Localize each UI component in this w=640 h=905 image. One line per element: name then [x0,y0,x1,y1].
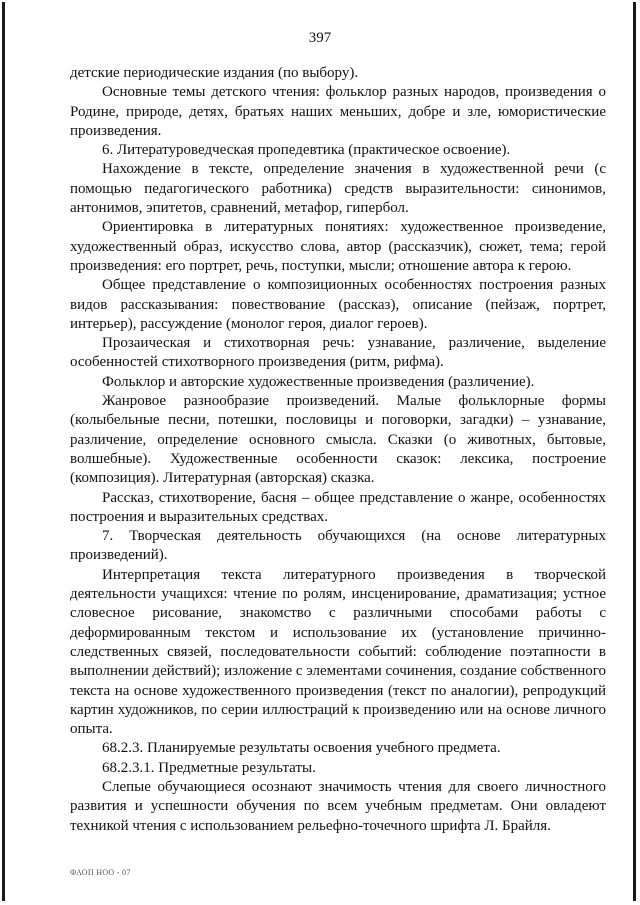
page-number: 397 [308,30,332,46]
paragraph: Общее представление о композиционных особенностях построения разных видов рассказывания: повествование (рассказ), описание (пейзаж, портрет, интерьер), рассуждение (монолог героя, диалог героев). [70,277,606,332]
section-heading: 68.2.3. Планируемые результаты освоения учебного предмета. [102,740,501,757]
paragraph: Прозаическая и стихотворная речь: узнавание, различение, выделение особенностей стихотворного произведения (ритм, рифма). [70,335,606,371]
section-heading: 6. Литературоведческая пропедевтика (практическое освоение). [102,142,511,159]
paragraph: Ориентировка в литературных понятиях: художественное произведение, художественный образ, искусство слова, автор (рассказчик), сюжет, тема; герой произведения: его портрет, речь, поступки, мысли; отношение автора к герою. [70,219,606,274]
footer-document-code: ФАОП НОО - 07 [70,868,131,877]
document-body [70,64,606,836]
section-heading: 68.2.3.1. Предметные результаты. [102,759,316,776]
paragraph: Интерпретация текста литературного произведения в творческой деятельности учащихся: чтение по ролям, инсценирование, драматизация; устное словесное рисование, знакомство с различными способами работы с деформированным текстом и использование их (установление причинно-следственных связей, последовательности событий: соблюдение поэтапности в выполнении действий); изложение с элементами сочинения, создание собственного текста на основе художественного произведения (текст по аналогии), репродукций картин художников, по серии иллюстраций к произведению или на основе личного опыта. [70,566,607,738]
paragraph: Жанровое разнообразие произведений. Малые фольклорные формы (колыбельные песни, потешки, пословицы и поговорки, загадки) – узнавание, различение, определение основного смысла. Сказки (о животных, бытовые, волшебные). Художественные особенности сказок: лексика, построение (композиция). Литературная (авторская) сказка. [70,393,606,487]
paragraph: Рассказ, стихотворение, басня – общее представление о жанре, особенностях построения и выразительных средствах. [70,489,606,525]
paragraph: Слепые обучающиеся осознают значимость чтения для своего личностного развития и успешности обучения по всем учебным предметам. Они овладеют техникой чтения с использованием рельефно-точечного шрифта Л. Брайля. [70,778,606,834]
paragraph: Основные темы детского чтения: фольклор разных народов, произведения о Родине, природе, детях, братьях наших меньших, добре и зле, юмористические произведения. [70,84,606,139]
section-heading: 7. Творческая деятельность обучающихся (на основе литературных произведений). [70,528,606,564]
paragraph: Нахождение в тексте, определение значения в художественной речи (с помощью педагогического работника) средств выразительности: синонимов, антонимов, эпитетов, сравнений, метафор, гипербол. [70,161,606,217]
paragraph: Фольклор и авторские художественные произведения (различение). [102,373,535,390]
paragraph: детские периодические издания (по выбору). [70,65,359,81]
